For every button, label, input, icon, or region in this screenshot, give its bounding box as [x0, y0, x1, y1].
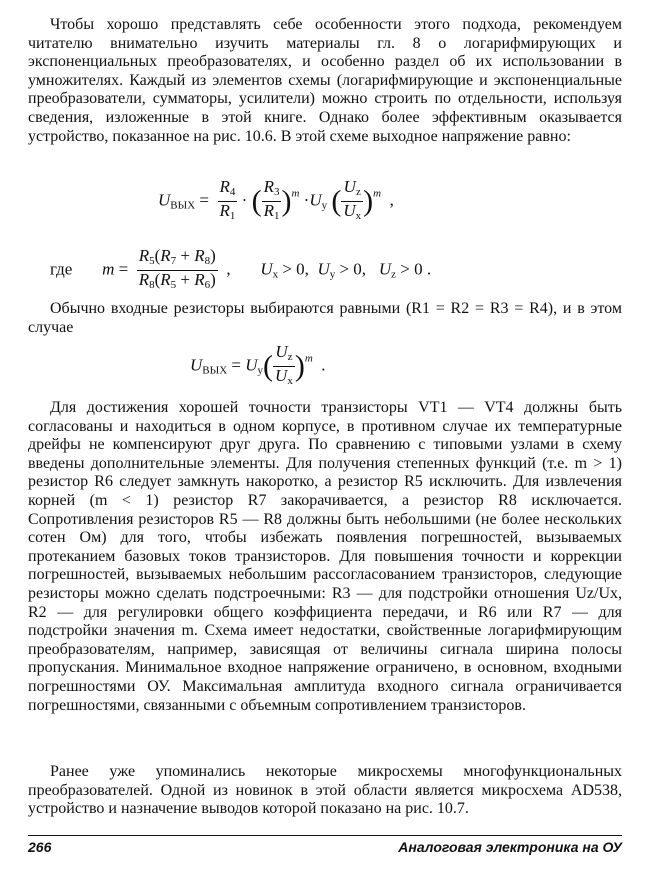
paragraph-equal-resistors-text: Обычно входные резисторы выбираются равными (R1 = R2 = R3 = R4), и в этом случае	[28, 300, 622, 336]
equation-output-voltage: $U_{ВЫХ}$ = $\frac{R_4}{R_1}$ · ( $\frac{R_3}{R_1}$ )$^m \cdot U_y$ ( $\frac{U_z}{U_x}$ )$^m$ ,	[158, 177, 394, 222]
paragraph-transistor-accuracy-text: Для достижения хорошей точности транзисторы VT1 — VT4 должны быть согласованы и находиться в одном корпусе, в противном случае их температурные дрейфы не компенсируют друг друга. По сравнению с типовыми узлами в схему введены дополнительные элементы. Для получения степенных функций (т.е. m > 1) резистор R6 следует замкнуть накоротко, а резистор R5 исключить. Для извлечения корней (m < 1) резистор R7 закорачивается, а резистор R8 исключается. Сопротивления резисторов R5 — R8 должны быть небольшими (не более нескольких сотен Ом) для того, чтобы избежать появления погрешностей, вызываемых протеканием базовых токов транзисторов. Для повышения точности и коррекции погрешностей, вызываемых небольшим рассогласованием транзисторов, следующие резисторы можно сделать подстроечными: R3 — для подстройки отношения Uz/Ux, R2 — для регулировки общего коэффициента передачи, и R6 или R7 — для подстройки значения m. Схема имеет недостатки, свойственные логарифмирующим преобразователям, например, зависящая от величины сигнала ширина полосы пропускания. Минимальное входное напряжение ограничено, в основном, входными погрешностями ОУ. Максимальная амплитуда входного сигнала ограничивается погрешностями, связанными с объемным сопротивлением транзисторов.	[28, 399, 622, 714]
paragraph-ad538	[28, 763, 622, 819]
page-number: 266	[28, 839, 52, 855]
paragraph-equal-resistors	[28, 300, 622, 337]
paragraph-intro-text: Чтобы хорошо представлять себе особенности этого подхода, рекомендуем читателю внимательно изучить материалы гл. 8 о логарифмирующих и экспоненциальных преобразователях, и особенно раздел об их использовании в умножителях. Каждый из элементов схемы (логарифмирующие и экспоненциальные преобразователи, сумматоры, усилители) можно строить по отдельности, используя сведения, изложенные в этой книге. Однако более эффективным оказывается устройство, показанное на рис. 10.6. В этой схеме выходное напряжение равно:	[28, 16, 622, 145]
paragraph-intro	[28, 16, 622, 146]
equation-where-label: где	[50, 259, 73, 279]
paragraph-ad538-text: Ранее уже упоминались некоторые микросхемы многофункциональных преобразователей. Одной из новинок в этой области является микросхема AD538, устройство и назначение выводов которой показано на рис. 10.7.	[28, 763, 622, 818]
book-title: Аналоговая электроника на ОУ	[398, 839, 622, 855]
paragraph-transistor-accuracy	[28, 399, 622, 715]
equation-simplified-output: $U_{ВЫХ} = U_y$( $\frac{U_z}{U_x}$ )$^m$ .	[190, 342, 326, 387]
footer-rule	[28, 835, 622, 836]
equation-m-definition: где m = $\frac{R_5(R_7 + R_8)}{R_8(R_5 + R_6)}$ , $U_x > 0$, $U_y > 0$, $U_z > 0$ .	[50, 246, 432, 291]
